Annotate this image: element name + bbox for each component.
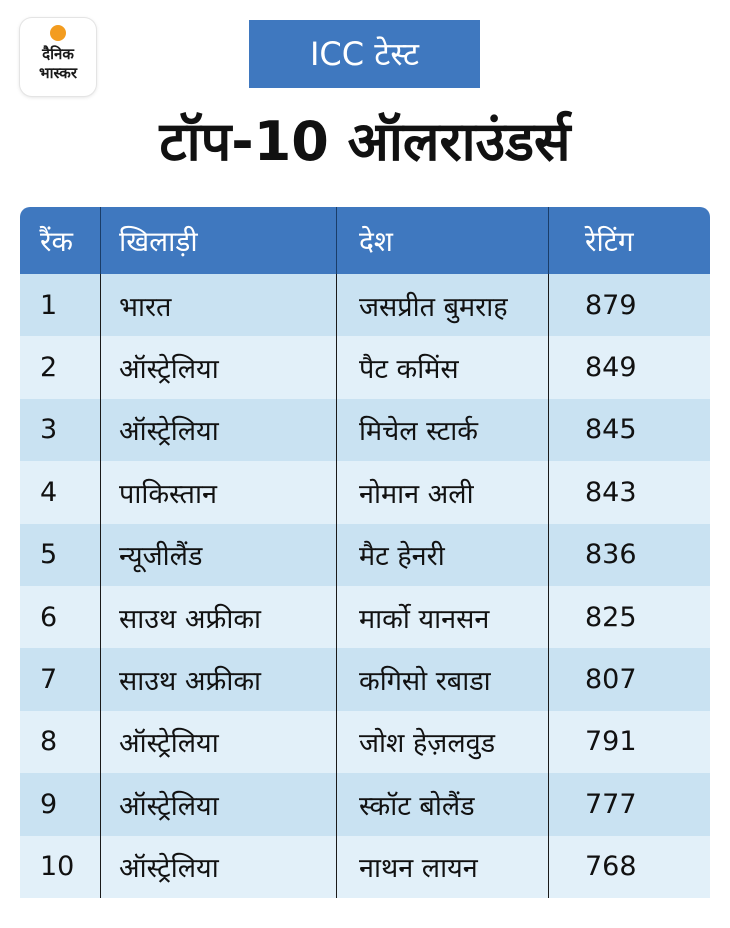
- cell-rating: 807: [585, 664, 637, 696]
- header-country: देश: [337, 207, 549, 274]
- cell-player: भारत: [101, 274, 337, 336]
- logo-text-line2: भास्कर: [39, 64, 77, 82]
- cell-country: नाथन लायन: [337, 836, 549, 898]
- cell-country: जोश हेज़लवुड: [337, 711, 549, 773]
- cell-rank: 1: [20, 274, 101, 336]
- table-row: [20, 836, 710, 898]
- cell-rank: 4: [20, 461, 101, 523]
- cell-rating: 791: [585, 726, 637, 758]
- page-title: टॉप-10 ऑलराउंडर्स: [159, 110, 571, 173]
- cell-player: पाकिस्तान: [101, 461, 337, 523]
- cell-rating: 836: [585, 539, 637, 571]
- cell-player: साउथ अफ्रीका: [101, 648, 337, 710]
- cell-rank: 6: [20, 586, 101, 648]
- table-row: [20, 524, 710, 586]
- cell-country: पैट कमिंस: [337, 336, 549, 398]
- header-rating: रेटिंग: [585, 224, 634, 258]
- cell-country: जसप्रीत बुमराह: [337, 274, 549, 336]
- category-tag: ICC टेस्ट: [249, 20, 480, 88]
- cell-rank: 10: [20, 836, 101, 898]
- cell-rating: 849: [585, 352, 637, 384]
- cell-rank: 3: [20, 399, 101, 461]
- cell-rank: 7: [20, 648, 101, 710]
- table-header-row: [20, 207, 710, 274]
- cell-rank: 9: [20, 773, 101, 835]
- table-body: [20, 274, 710, 898]
- header-player: खिलाड़ी: [101, 207, 337, 274]
- dainik-bhaskar-logo: [20, 18, 96, 96]
- cell-rating: 879: [585, 289, 637, 321]
- cell-country: मिचेल स्टार्क: [337, 399, 549, 461]
- table-row: [20, 586, 710, 648]
- table-row: [20, 399, 710, 461]
- table-row: [20, 773, 710, 835]
- cell-player: ऑस्ट्रेलिया: [101, 836, 337, 898]
- header-rank: रैंक: [20, 207, 101, 274]
- cell-rank: 2: [20, 336, 101, 398]
- cell-rating: 843: [585, 476, 637, 508]
- cell-rating: 845: [585, 414, 637, 446]
- cell-country: कगिसो रबाडा: [337, 648, 549, 710]
- cell-rank: 8: [20, 711, 101, 773]
- table-row: [20, 461, 710, 523]
- cell-player: ऑस्ट्रेलिया: [101, 711, 337, 773]
- cell-player: साउथ अफ्रीका: [101, 586, 337, 648]
- cell-rating: 825: [585, 601, 637, 633]
- cell-player: न्यूजीलैंड: [101, 524, 337, 586]
- table-row: [20, 336, 710, 398]
- cell-rank: 5: [20, 524, 101, 586]
- cell-player: ऑस्ट्रेलिया: [101, 399, 337, 461]
- cell-country: मैट हेनरी: [337, 524, 549, 586]
- cell-country: स्कॉट बोलैंड: [337, 773, 549, 835]
- table-row: [20, 274, 710, 336]
- table-row: [20, 648, 710, 710]
- cell-rating: 768: [585, 851, 637, 883]
- sun-icon: [50, 25, 66, 41]
- logo-text-line1: दैनिक: [42, 45, 74, 63]
- rankings-table: [20, 207, 710, 898]
- cell-player: ऑस्ट्रेलिया: [101, 336, 337, 398]
- cell-country: मार्को यानसन: [337, 586, 549, 648]
- cell-country: नोमान अली: [337, 461, 549, 523]
- cell-rating: 777: [585, 788, 637, 820]
- cell-player: ऑस्ट्रेलिया: [101, 773, 337, 835]
- table-row: [20, 711, 710, 773]
